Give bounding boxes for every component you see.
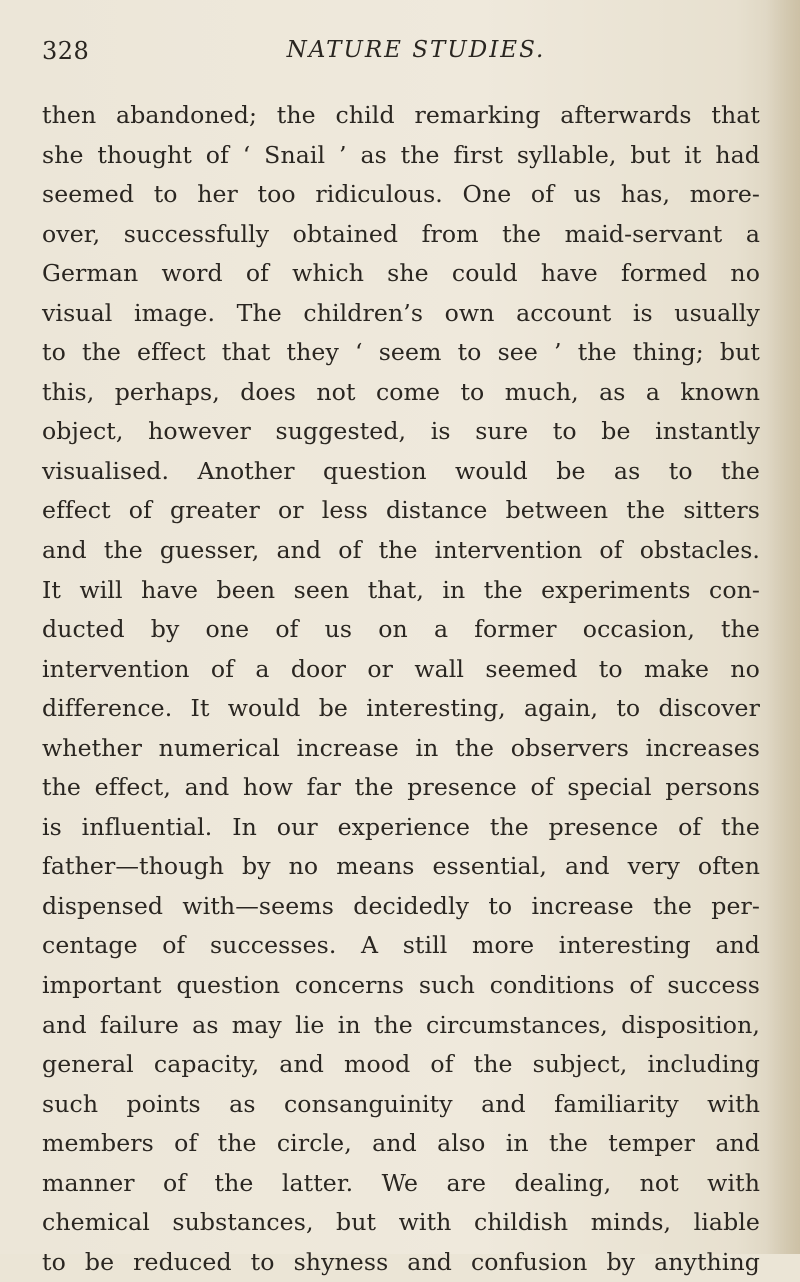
text-line: the effect, and how far the presence of special persons <box>42 773 760 802</box>
text-line: manner of the latter. We are dealing, not with <box>42 1168 760 1197</box>
text-line: visual image. The children’s own account is usually <box>42 298 760 327</box>
text-line: such points as consanguinity and familiarity with <box>42 1089 760 1118</box>
body-text <box>42 96 760 1282</box>
text-line: she thought of ‘ Snail ’ as the first syllable, but it had <box>42 140 760 169</box>
text-line: father—though by no means essential, and very often <box>42 852 760 881</box>
text-line: to the effect that they ‘ seem to see ’ the thing; but <box>42 338 760 367</box>
text-line: and failure as may lie in the circumstances, disposition, <box>42 1010 760 1039</box>
text-line: It will have been seen that, in the experiments con- <box>42 575 760 604</box>
text-line: difference. It would be interesting, again, to discover <box>42 694 760 723</box>
text-line: then abandoned; the child remarking afterwards that <box>42 101 760 129</box>
text-line: ducted by one of us on a former occasion, the <box>42 615 760 644</box>
text-line: is influential. In our experience the presence of the <box>42 812 760 841</box>
text-line: to be reduced to shyness and confusion by anything <box>42 1247 760 1276</box>
page-number: 328 <box>42 37 90 65</box>
text-line: seemed to her too ridiculous. One of us has, more- <box>42 180 760 209</box>
text-line: German word of which she could have formed no <box>42 259 760 288</box>
page-header <box>42 37 750 77</box>
text-line: visualised. Another question would be as to the <box>42 456 760 485</box>
text-line: effect of greater or less distance between the sitters <box>42 496 760 525</box>
text-line: over, successfully obtained from the maid-servant a <box>42 219 760 248</box>
text-line: chemical substances, but with childish minds, liable <box>42 1208 760 1237</box>
text-line: this, perhaps, does not come to much, as a known <box>42 377 760 406</box>
text-line: dispensed with—seems decidedly to increase the per- <box>42 891 760 920</box>
text-line: intervention of a door or wall seemed to make no <box>42 654 760 683</box>
text-line: whether numerical increase in the observers increases <box>42 733 760 762</box>
text-line: and the guesser, and of the intervention of obstacles. <box>42 536 760 565</box>
text-line: members of the circle, and also in the temper and <box>42 1129 760 1158</box>
text-line: important question concerns such conditions of success <box>42 971 760 1000</box>
text-line: object, however suggested, is sure to be instantly <box>42 417 760 446</box>
running-head: NATURE STUDIES. <box>286 37 546 63</box>
page-edge-shadow <box>766 0 800 1254</box>
text-line: general capacity, and mood of the subject, including <box>42 1050 760 1079</box>
text-line: centage of successes. A still more interesting and <box>42 931 760 960</box>
